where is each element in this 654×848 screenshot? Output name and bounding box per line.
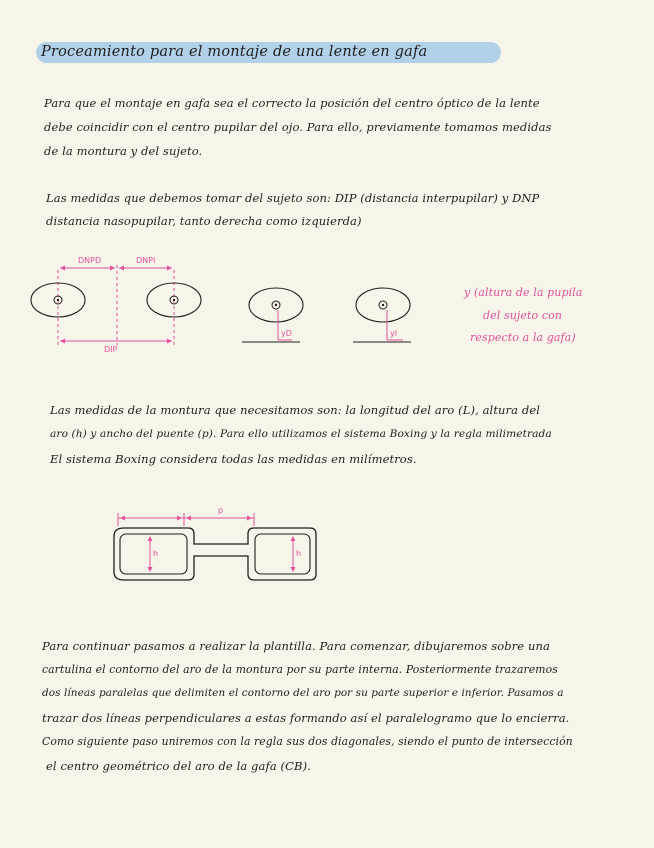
arrowhead [110, 266, 115, 271]
right-lens-rim [255, 534, 310, 574]
page-title: Proceamiento para el montaje de una lente en gafa [41, 44, 428, 60]
dnp-right-label: DNPI [136, 256, 156, 265]
arrowhead [167, 266, 172, 271]
paragraph-1-line-1: Para que el montaje en gafa sea el correcto la posición del centro óptico de la lente [44, 96, 540, 110]
arrowhead [60, 266, 65, 271]
pupil-distance-diagram [0, 250, 460, 360]
height-label-right: h [296, 549, 302, 558]
yd-label: yD [281, 329, 292, 338]
note-line-1: y (altura de la pupila [464, 286, 583, 299]
yi-label: yI [390, 329, 398, 338]
arrowhead [119, 266, 124, 271]
note-line-3: respecto a la gafa) [470, 331, 576, 344]
paragraph-4-line-2: cartulina el contorno del aro de la montura por su parte interna. Posteriormente trazaremos [42, 663, 558, 676]
height-label-left: h [153, 549, 159, 558]
frame-outline [114, 528, 316, 580]
paragraph-2-line-2: distancia nasopupilar, tanto derecha como izquierda) [46, 214, 362, 228]
note-line-2: del sujeto con [483, 309, 563, 322]
paragraph-4-line-4: trazar dos líneas perpendiculares a estas formando así el paralelogramo que lo encierra. [42, 711, 570, 725]
arrowhead [167, 339, 172, 344]
paragraph-4-line-1: Para continuar pasamos a realizar la plantilla. Para comenzar, dibujaremos sobre una [42, 639, 550, 653]
paragraph-3-line-3: El sistema Boxing considera todas las medidas en milímetros. [50, 452, 417, 466]
paragraph-4-line-5: Como siguiente paso uniremos con la regla sus dos diagonales, siendo el punto de intersección [42, 735, 573, 748]
frame-measurement-diagram [100, 500, 360, 590]
bridge-label: p [218, 506, 224, 515]
paragraph-4-line-6: el centro geométrico del aro de la gafa (CB). [46, 759, 311, 773]
paragraph-1-line-2: debe coincidir con el centro pupilar del ojo. Para ello, previamente tomamos medidas [44, 120, 552, 134]
dip-label: DIP [104, 345, 118, 354]
paragraph-1-line-3: de la montura y del sujeto. [44, 144, 203, 158]
paragraph-3-line-2: aro (h) y ancho del puente (p). Para ello utilizamos el sistema Boxing y la regla milimetrada [50, 428, 552, 440]
dnp-left-label: DNPD [78, 256, 102, 265]
paragraph-2-line-1: Las medidas que debemos tomar del sujeto son: DIP (distancia interpupilar) y DNP [46, 191, 540, 205]
paragraph-3-line-1: Las medidas de la montura que necesitamos son: la longitud del aro (L), altura del [50, 403, 541, 417]
paragraph-4-line-3: dos líneas paralelas que delimiten el contorno del aro por su parte superior e inferior. Pasamos a [42, 687, 564, 699]
arrowhead [60, 339, 65, 344]
